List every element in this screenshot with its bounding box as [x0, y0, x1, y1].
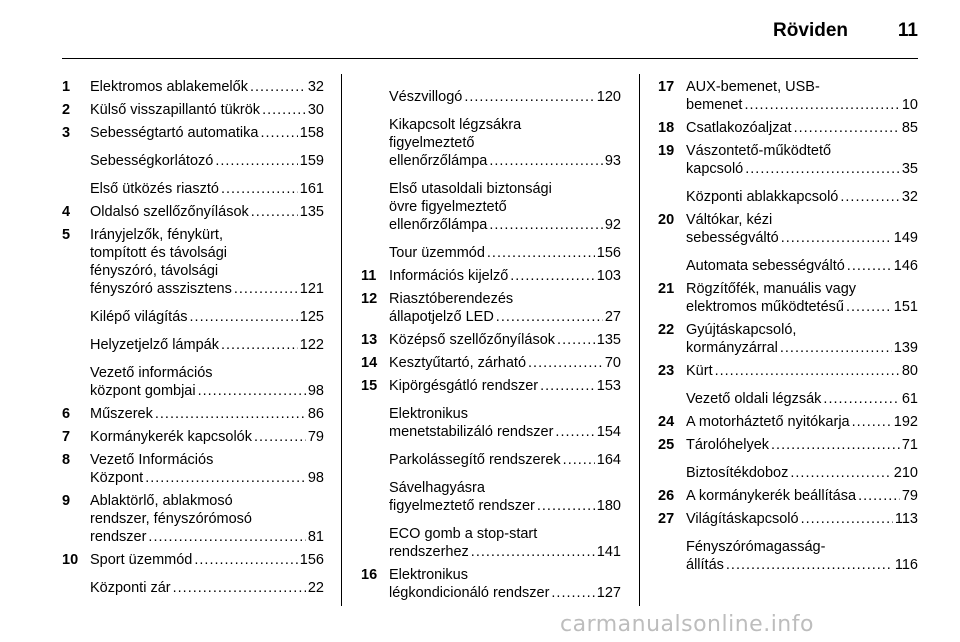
leader-dots — [215, 152, 297, 170]
entry-label: fényszóró, távolsági — [90, 263, 219, 279]
entry-label: Parkolássegítő rendszerek — [389, 452, 561, 468]
leader-dots — [471, 543, 595, 561]
entry-page-ref[interactable]: 161 — [299, 181, 324, 197]
leader-dots — [221, 180, 298, 198]
index-entry — [62, 180, 324, 198]
leader-dots — [852, 413, 892, 431]
entry-page-ref[interactable]: 27 — [604, 309, 621, 325]
column-divider-1 — [341, 74, 342, 606]
page-number: 11 — [897, 20, 918, 41]
leader-dots — [780, 339, 892, 357]
index-entry — [658, 257, 918, 275]
leader-dots — [234, 280, 298, 298]
leader-dots — [250, 78, 306, 96]
entry-number: 16 — [361, 567, 378, 583]
leader-dots — [489, 152, 603, 170]
entry-label: Sebességkorlátozó — [90, 153, 214, 169]
leader-dots — [551, 584, 594, 602]
column-divider-2 — [639, 74, 640, 606]
entry-label: Vezető információs — [90, 365, 213, 381]
leader-dots — [790, 464, 891, 482]
index-entry — [62, 364, 324, 400]
entry-label: Középső szellőzőnyílások — [389, 332, 556, 348]
entry-label: bemenet — [686, 97, 743, 113]
index-entry — [62, 336, 324, 354]
entry-label: Kipörgésgátló rendszer — [389, 378, 539, 394]
entry-page-ref[interactable]: 180 — [596, 498, 621, 514]
entry-label: Oldalsó szellőzőnyílások — [90, 204, 249, 220]
entry-number: 18 — [658, 120, 675, 136]
leader-dots — [715, 362, 900, 380]
entry-number: 26 — [658, 488, 675, 504]
entry-label: ellenőrzőlámpa — [389, 217, 488, 233]
entry-number: 2 — [62, 102, 71, 118]
entry-page-ref[interactable]: 149 — [893, 230, 918, 246]
entry-label: rendszerhez — [389, 544, 469, 560]
index-entry — [658, 413, 918, 431]
leader-dots — [847, 257, 892, 275]
index-entry — [62, 579, 324, 597]
entry-number: 13 — [361, 332, 378, 348]
page-header — [62, 18, 918, 48]
entry-label: Vászontető-működtető — [686, 143, 832, 159]
entry-page-ref[interactable]: 154 — [596, 424, 621, 440]
index-entry — [658, 487, 918, 505]
entry-label: Sebességtartó automatika — [90, 125, 259, 141]
entry-page-ref[interactable]: 151 — [893, 299, 918, 315]
entry-label: fényszóró asszisztens — [90, 281, 232, 297]
entry-page-ref[interactable]: 32 — [901, 189, 918, 205]
index-entry — [361, 377, 621, 395]
entry-page-ref[interactable]: 210 — [893, 465, 918, 481]
entry-label: Elektronikus — [389, 567, 468, 583]
index-entry — [658, 211, 918, 247]
entry-number: 15 — [361, 378, 378, 394]
entry-label: kapcsoló — [686, 161, 744, 177]
entry-label: ECO gomb a stop-start — [389, 526, 538, 542]
entry-page-ref[interactable]: 70 — [604, 355, 621, 371]
leader-dots — [173, 579, 306, 597]
entry-page-ref[interactable]: 164 — [596, 452, 621, 468]
entry-page-ref[interactable]: 146 — [893, 258, 918, 274]
entry-label: Gyújtáskapcsoló, — [686, 322, 797, 338]
index-entry — [658, 538, 918, 574]
leader-dots — [194, 551, 297, 569]
entry-label: rendszer, fényszórómosó — [90, 511, 252, 527]
leader-dots — [528, 354, 603, 372]
entry-page-ref[interactable]: 81 — [307, 529, 324, 545]
entry-number: 24 — [658, 414, 675, 430]
entry-label: tompított és távolsági — [90, 245, 228, 261]
entry-label: Csatlakozóaljzat — [686, 120, 792, 136]
index-entry — [361, 244, 621, 262]
entry-page-ref[interactable]: 156 — [596, 245, 621, 261]
entry-label: kormányzárral — [686, 340, 778, 356]
leader-dots — [489, 216, 603, 234]
entry-number: 3 — [62, 125, 71, 141]
entry-page-ref[interactable]: 139 — [893, 340, 918, 356]
entry-label: Vezető oldali légzsák — [686, 391, 822, 407]
entry-label: Ablaktörlő, ablakmosó — [90, 493, 233, 509]
entry-page-ref[interactable]: 30 — [307, 102, 324, 118]
index-entry — [658, 390, 918, 408]
entry-label: Automata sebességváltó — [686, 258, 845, 274]
entry-page-ref[interactable]: 61 — [901, 391, 918, 407]
index-entry — [361, 290, 621, 326]
entry-label: Központi ablakkapcsoló — [686, 189, 839, 205]
leader-dots — [540, 377, 595, 395]
index-entry — [658, 464, 918, 482]
entry-number: 11 — [361, 268, 377, 284]
entry-label: Kesztyűtartó, zárható — [389, 355, 527, 371]
entry-label: figyelmeztető rendszer — [389, 498, 535, 514]
entry-label: figyelmeztető — [389, 135, 475, 151]
entry-label: Elektronikus — [389, 406, 468, 422]
entry-page-ref[interactable]: 113 — [894, 511, 918, 527]
entry-number: 14 — [361, 355, 378, 371]
index-entry — [658, 78, 918, 114]
entry-number: 6 — [62, 406, 71, 422]
leader-dots — [145, 469, 306, 487]
entry-page-ref[interactable]: 86 — [307, 406, 324, 422]
index-entry — [62, 308, 324, 326]
entry-page-ref[interactable]: 158 — [299, 125, 324, 141]
entry-number: 9 — [62, 493, 71, 509]
entry-label: Riasztóberendezés — [389, 291, 514, 307]
entry-label: Tárolóhelyek — [686, 437, 770, 453]
index-entry — [361, 566, 621, 602]
entry-label: Sávelhagyásra — [389, 480, 485, 496]
entry-label: állapotjelző LED — [389, 309, 494, 325]
leader-dots — [221, 336, 298, 354]
entry-page-ref[interactable]: 135 — [596, 332, 621, 348]
index-entry — [62, 101, 324, 119]
leader-dots — [464, 88, 594, 106]
entry-page-ref[interactable]: 22 — [307, 580, 324, 596]
entry-label: Vezető Információs — [90, 452, 214, 468]
entry-page-ref[interactable]: 35 — [901, 161, 918, 177]
entry-number: 4 — [62, 204, 71, 220]
index-entry — [361, 405, 621, 441]
entry-label: Váltókar, kézi — [686, 212, 773, 228]
index-entry — [62, 492, 324, 546]
index-entry — [658, 280, 918, 316]
entry-page-ref[interactable]: 125 — [299, 309, 324, 325]
leader-dots — [537, 497, 595, 515]
entry-page-ref[interactable]: 98 — [307, 470, 324, 486]
leader-dots — [840, 188, 900, 206]
entry-label: övre figyelmeztető — [389, 199, 507, 215]
entry-label: AUX-bemenet, USB- — [686, 79, 820, 95]
entry-label: elektromos működtetésű — [686, 299, 844, 315]
index-entry — [658, 362, 918, 380]
entry-number: 8 — [62, 452, 71, 468]
entry-number: 17 — [658, 79, 675, 95]
leader-dots — [510, 267, 595, 285]
leader-dots — [190, 308, 298, 326]
index-entry — [658, 188, 918, 206]
leader-dots — [823, 390, 899, 408]
index-entry — [361, 479, 621, 515]
entry-label: Elektromos ablakemelők — [90, 79, 248, 95]
entry-page-ref[interactable]: 79 — [307, 429, 324, 445]
entry-page-ref[interactable]: 92 — [604, 217, 621, 233]
entry-label: menetstabilizáló rendszer — [389, 424, 554, 440]
leader-dots — [781, 229, 892, 247]
entry-page-ref[interactable]: 192 — [893, 414, 918, 430]
entry-page-ref[interactable]: 127 — [596, 585, 621, 601]
leader-dots — [155, 405, 306, 423]
index-entry — [361, 354, 621, 372]
entry-label: sebességváltó — [686, 230, 779, 246]
entry-label: Helyzetjelző lámpák — [90, 337, 219, 353]
index-entry — [658, 142, 918, 178]
entry-label: ellenőrzőlámpa — [389, 153, 488, 169]
page-title: Röviden — [773, 20, 848, 41]
index-entry — [658, 436, 918, 454]
leader-dots — [858, 487, 900, 505]
leader-dots — [846, 298, 892, 316]
entry-page-ref[interactable]: 153 — [596, 378, 621, 394]
index-entry — [658, 119, 918, 137]
entry-page-ref[interactable]: 32 — [307, 79, 324, 95]
entry-page-ref[interactable]: 93 — [604, 153, 621, 169]
leader-dots — [262, 101, 306, 119]
leader-dots — [251, 203, 298, 221]
entry-page-ref[interactable]: 116 — [894, 557, 918, 573]
index-entry — [62, 78, 324, 96]
entry-label: Kormánykerék kapcsolók — [90, 429, 252, 445]
leader-dots — [794, 119, 900, 137]
entry-page-ref[interactable]: 80 — [901, 363, 918, 379]
entry-label: Biztosítékdoboz — [686, 465, 789, 481]
entry-label: Központ — [90, 470, 144, 486]
entry-page-ref[interactable]: 159 — [299, 153, 324, 169]
entry-page-ref[interactable]: 141 — [596, 544, 621, 560]
entry-number: 12 — [361, 291, 378, 307]
watermark: carmanualsonline.info — [560, 612, 814, 637]
entry-label: Sport üzemmód — [90, 552, 193, 568]
index-entry — [62, 124, 324, 142]
index-entry — [62, 451, 324, 487]
entry-label: Első ütközés riasztó — [90, 181, 219, 197]
entry-number: 20 — [658, 212, 675, 228]
leader-dots — [771, 436, 900, 454]
index-column-2 — [361, 78, 621, 607]
entry-number: 23 — [658, 363, 675, 379]
entry-page-ref[interactable]: 156 — [299, 552, 324, 568]
entry-label: Vészvillogó — [389, 89, 463, 105]
leader-dots — [563, 451, 595, 469]
leader-dots — [726, 556, 893, 574]
entry-number: 10 — [62, 552, 79, 568]
leader-dots — [745, 160, 900, 178]
index-entry — [62, 152, 324, 170]
entry-number: 21 — [658, 281, 675, 297]
leader-dots — [198, 382, 306, 400]
entry-page-ref[interactable]: 120 — [596, 89, 621, 105]
entry-label: Első utasoldali biztonsági — [389, 181, 552, 197]
entry-number: 1 — [62, 79, 71, 95]
index-entry — [361, 267, 621, 285]
entry-label: állítás — [686, 557, 724, 573]
entry-label: Rögzítőfék, manuális vagy — [686, 281, 857, 297]
leader-dots — [557, 331, 595, 349]
index-entry — [62, 226, 324, 298]
entry-label: Műszerek — [90, 406, 153, 422]
entry-number: 7 — [62, 429, 71, 445]
entry-label: Információs kijelző — [389, 268, 509, 284]
entry-label: Központi zár — [90, 580, 171, 596]
entry-page-ref[interactable]: 85 — [901, 120, 918, 136]
index-entry — [658, 510, 918, 528]
entry-label: Irányjelzők, fénykürt, — [90, 227, 223, 243]
index-entry — [62, 405, 324, 423]
entry-label: Külső visszapillantó tükrök — [90, 102, 261, 118]
entry-page-ref[interactable]: 71 — [901, 437, 918, 453]
entry-number: 22 — [658, 322, 675, 338]
entry-page-ref[interactable]: 122 — [299, 337, 324, 353]
entry-number: 5 — [62, 227, 71, 243]
entry-label: Kilépő világítás — [90, 309, 188, 325]
entry-page-ref[interactable]: 10 — [901, 97, 918, 113]
leader-dots — [260, 124, 297, 142]
entry-label: Világításkapcsoló — [686, 511, 799, 527]
index-entry — [62, 551, 324, 569]
entry-page-ref[interactable]: 135 — [299, 204, 324, 220]
entry-label: Fényszórómagasság- — [686, 539, 826, 555]
index-column-3 — [658, 78, 918, 579]
index-entry — [62, 428, 324, 446]
entry-label: rendszer — [90, 529, 147, 545]
entry-label: Kürt — [686, 363, 713, 379]
entry-page-ref[interactable]: 79 — [901, 488, 918, 504]
entry-page-ref[interactable]: 121 — [299, 281, 324, 297]
index-entry — [361, 451, 621, 469]
leader-dots — [254, 428, 306, 446]
index-entry — [361, 331, 621, 349]
entry-number: 25 — [658, 437, 675, 453]
leader-dots — [487, 244, 595, 262]
index-entry — [361, 180, 621, 234]
header-rule — [62, 58, 918, 59]
index-entry — [658, 321, 918, 357]
index-entry — [361, 116, 621, 170]
leader-dots — [496, 308, 603, 326]
leader-dots — [744, 96, 899, 114]
entry-number: 27 — [658, 511, 675, 527]
leader-dots — [555, 423, 594, 441]
entry-page-ref[interactable]: 98 — [307, 383, 324, 399]
entry-label: A kormánykerék beállítása — [686, 488, 857, 504]
entry-label: légkondicionáló rendszer — [389, 585, 550, 601]
index-entry — [62, 203, 324, 221]
entry-label: Tour üzemmód — [389, 245, 485, 261]
index-entry — [361, 88, 621, 106]
entry-number: 19 — [658, 143, 675, 159]
leader-dots — [801, 510, 893, 528]
index-column-1 — [62, 78, 324, 602]
entry-page-ref[interactable]: 103 — [596, 268, 621, 284]
entry-label: központ gombjai — [90, 383, 196, 399]
index-entry — [361, 525, 621, 561]
entry-label: Kikapcsolt légzsákra — [389, 117, 522, 133]
leader-dots — [148, 528, 305, 546]
entry-label: A motorháztető nyitókarja — [686, 414, 850, 430]
